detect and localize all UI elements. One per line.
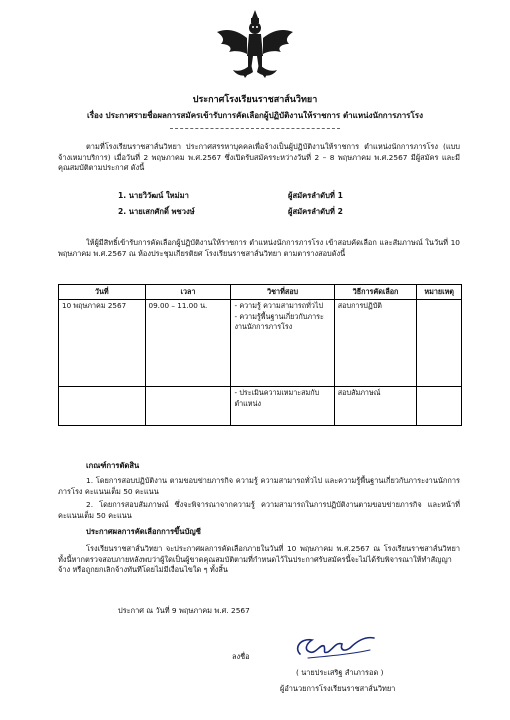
subject-item: - ความรู้ ความสามารถทั่วไป — [234, 301, 324, 311]
table-row — [59, 300, 462, 387]
cell-date — [59, 387, 146, 426]
announcement-title: ประกาศโรงเรียนราชสาส์นวิทยา — [192, 95, 318, 105]
column-header-date: วันที่ — [59, 285, 146, 300]
table-row — [59, 387, 462, 426]
cell-method: สอบการปฏิบัติ — [334, 300, 417, 387]
signature-label: ลงชื่อ — [232, 652, 250, 661]
cell-subject — [231, 300, 334, 387]
garuda-emblem-icon — [215, 8, 295, 82]
column-header-time: เวลา — [145, 285, 231, 300]
announcement-date: ประกาศ ณ วันที่ 9 พฤษภาคม พ.ศ. 2567 — [118, 606, 250, 615]
results-paragraph: โรงเรียนราชสาส์นวิทยา จะประกาศผลการคัดเลือกภายในวันที่ 10 พฤษภาคม พ.ศ.2567 ณ โรงเรียนราชสาส์นวิทยา ทั้งนี้หากตรวจสอบภายหลังพบว่าผู้ใดเป็นผู้ขาดคุณสมบัติตามที่กำหนดไว้ในประกาศรับสมัครนี้จะไม่ได้รับพิจารณาให้ทำสัญญาจ้าง หรือถูกยกเลิกจ้างทันทีโดยไม่มีเงื่อนไขใด ๆ ทั้งสิ้น — [58, 544, 460, 575]
signatory-name: ( นายประเสริฐ สำเภารอด ) — [296, 668, 384, 677]
column-header-subject: วิชาที่สอบ — [231, 285, 334, 300]
exam-paragraph: ให้ผู้มีสิทธิ์เข้ารับการคัดเลือกผู้ปฏิบัติงานให้ราชการ ตำแหน่งนักการภารโรง เข้าสอบคัดเลือก และสัมภาษณ์ ในวันที่ 10 พฤษภาคม พ.ศ.2567 ณ ห้องประชุมเกียรติยศ โรงเรียนราชสาส์นวิทยา ตามตารางสอบดังนี้ — [58, 238, 460, 258]
list-item — [118, 190, 418, 206]
cell-method: สอบสัมภาษณ์ — [334, 387, 417, 426]
cell-note — [417, 300, 462, 387]
subject-item: - ความรู้พื้นฐานเกี่ยวกับภาระงานนักการภารโรง — [234, 311, 324, 332]
applicant-rank: ผู้สมัครลำดับที่ 2 — [288, 207, 343, 216]
exam-schedule-table — [58, 284, 462, 426]
cell-time: 09.00 – 11.00 น. — [145, 300, 231, 387]
column-header-method: วิธีการคัดเลือก — [334, 285, 417, 300]
cell-date: 10 พฤษภาคม 2567 — [59, 300, 146, 387]
separator-line — [170, 128, 340, 129]
subject-item: - ประเมินความเหมาะสมกับตำแหน่ง — [234, 388, 320, 408]
criteria-item: 2. โดยการสอบสัมภาษณ์ ซึ่งจะพิจารณาจากความรู้ ความสามารถในการปฏิบัติงานตามขอบข่ายภารกิจ และหน้าที่ คะแนนเต็ม 50 คะแนน — [58, 500, 460, 520]
criteria-item: 1. โดยการสอบปฏิบัติงาน ตามขอบข่ายภารกิจ ความรู้ ความสามารถทั่วไป และความรู้พื้นฐานเกี่ยวกับภาระงานนักการภารโรง คะแนนเต็ม 50 คะแนน — [58, 476, 460, 496]
signatory-position: ผู้อำนวยการโรงเรียนราชสาส์นวิทยา — [280, 684, 396, 693]
announcement-subject: เรื่อง ประกาศรายชื่อผลการสมัครเข้ารับการคัดเลือกผู้ปฏิบัติงานให้ราชการ ตำแหน่งนักการภารโรง — [87, 111, 423, 120]
cell-time — [145, 387, 231, 426]
applicant-name: 1. นายวิวัฒน์ ใหม่มา — [118, 191, 189, 200]
cell-subject — [231, 387, 334, 426]
applicant-name: 2. นายเสกศักดิ์ พชวงษ์ — [118, 207, 195, 216]
results-heading: ประกาศผลการคัดเลือกการขึ้นบัญชี — [86, 527, 201, 536]
cell-note — [417, 387, 462, 426]
signature-scribble-icon — [290, 628, 378, 664]
applicant-rank: ผู้สมัครลำดับที่ 1 — [288, 191, 343, 200]
table-header-row — [59, 285, 462, 300]
applicant-list — [118, 190, 418, 222]
list-item — [118, 206, 418, 222]
criteria-heading: เกณฑ์การตัดสิน — [86, 461, 140, 470]
column-header-note: หมายเหตุ — [417, 285, 462, 300]
intro-paragraph: ตามที่โรงเรียนราชสาส์นวิทยา ประกาศสรรหาบุคคลเพื่อจ้างเป็นผู้ปฏิบัติงานให้ราชการ ตำแหน่งนักการภารโรง (แบบจ้างเหมาบริการ) เมื่อวันที่ 2 พฤษภาคม พ.ศ.2567 ซึ่งเปิดรับสมัครระหว่างวันที่ 2 – 8 พฤษภาคม พ.ศ.2567 มีผู้สมัคร และมีคุณสมบัติตามประกาศ ดังนี้ — [58, 142, 460, 173]
